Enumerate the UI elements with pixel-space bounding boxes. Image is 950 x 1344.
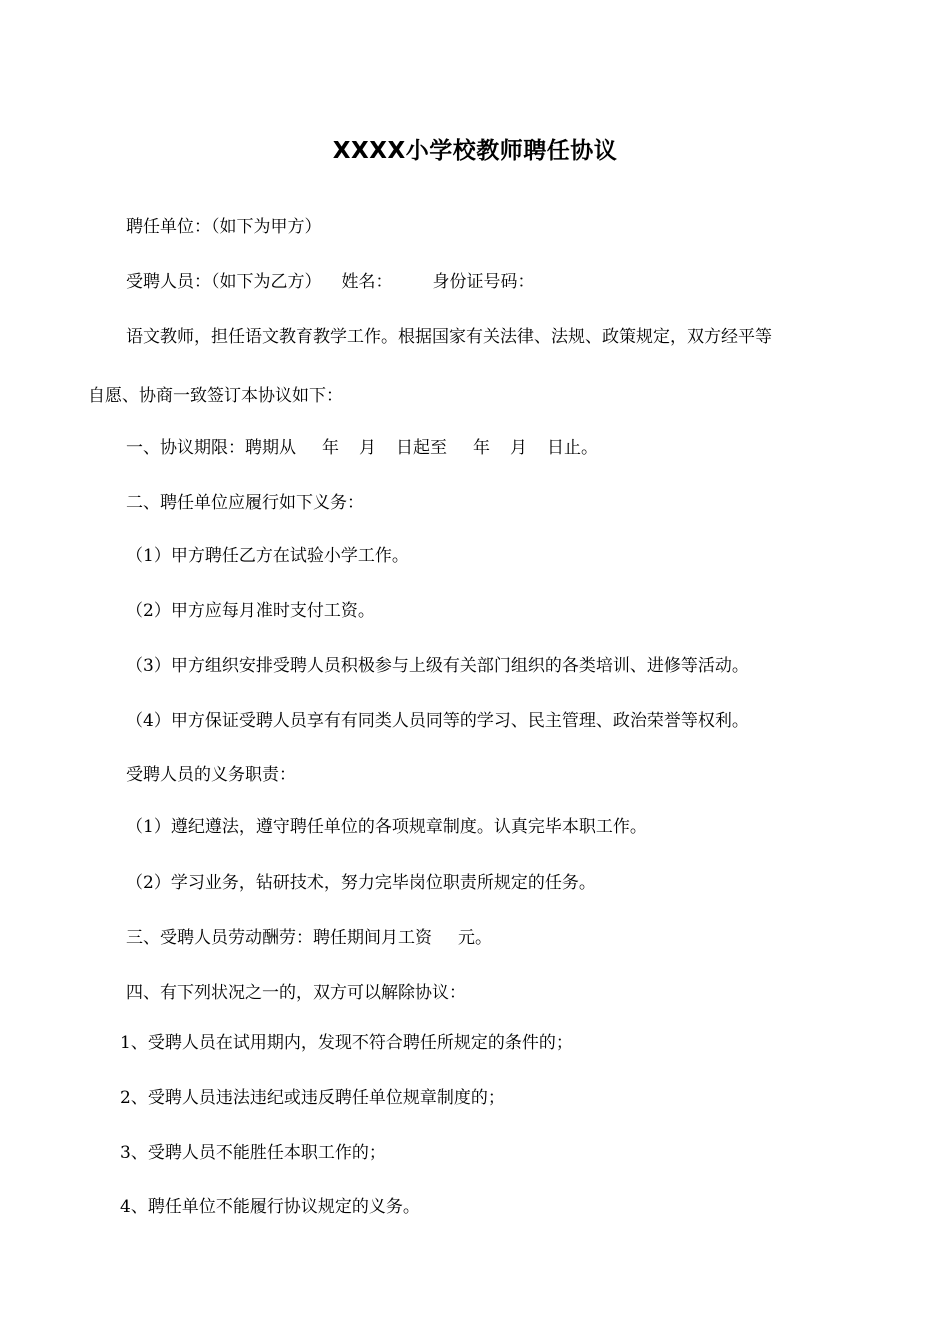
- termination-item: 1、受聘人员在试用期内，发现不符合聘任所规定的条件的；: [120, 1033, 573, 1053]
- intro-line-1: 语文教师，担任语文教育教学工作。根据国家有关法律、法规、政策规定，双方经平等: [126, 327, 772, 347]
- employer-line: 聘任单位：（如下为甲方）: [126, 217, 322, 237]
- term-end-month: 月: [510, 438, 527, 458]
- employee-duty-item: （2）学习业务，钻研技术，努力完毕岗位职责所规定的任务。: [126, 873, 596, 893]
- employee-duties-heading: 受聘人员的义务职责：: [126, 765, 296, 785]
- term-start-year: 年: [322, 438, 339, 458]
- term-end-year: 年: [473, 438, 490, 458]
- term-start-day: 日起至: [396, 438, 447, 458]
- employer-duty-item: （3）甲方组织安排受聘人员积极参与上级有关部门组织的各类培训、进修等活动。: [126, 656, 749, 676]
- term-label: 一、协议期限：聘期从: [126, 438, 296, 458]
- document-title: XXXX小学校教师聘任协议: [332, 138, 618, 164]
- employee-label: 受聘人员：（如下为乙方）: [126, 272, 322, 292]
- term-line: [126, 437, 598, 459]
- name-label: 姓名：: [341, 272, 393, 292]
- termination-heading: 四、有下列状况之一的，双方可以解除协议：: [126, 983, 466, 1003]
- employer-duties-heading: 二、聘任单位应履行如下义务：: [126, 493, 364, 513]
- employer-duty-item: （1）甲方聘任乙方在试验小学工作。: [126, 546, 409, 566]
- employer-duty-item: （2）甲方应每月准时支付工资。: [126, 601, 375, 621]
- salary-label: 三、受聘人员劳动酬劳：聘任期间月工资: [126, 928, 432, 948]
- termination-item: 3、受聘人员不能胜任本职工作的；: [120, 1143, 386, 1163]
- termination-item: 4、聘任单位不能履行协议规定的义务。: [120, 1197, 420, 1217]
- term-start-month: 月: [359, 438, 376, 458]
- salary-line: [126, 927, 492, 949]
- intro-line-2: 自愿、协商一致签订本协议如下：: [88, 386, 343, 406]
- term-end-day: 日止。: [547, 438, 598, 458]
- id-number-label: 身份证号码：: [432, 272, 535, 292]
- employee-duty-item: （1）遵纪遵法，遵守聘任单位的各项规章制度。认真完毕本职工作。: [126, 817, 647, 837]
- employer-duty-item: （4）甲方保证受聘人员享有有同类人员同等的学习、民主管理、政治荣誉等权利。: [126, 711, 749, 731]
- employee-line: [126, 271, 535, 293]
- termination-item: 2、受聘人员违法违纪或违反聘任单位规章制度的；: [120, 1088, 505, 1108]
- salary-unit: 元。: [458, 928, 492, 948]
